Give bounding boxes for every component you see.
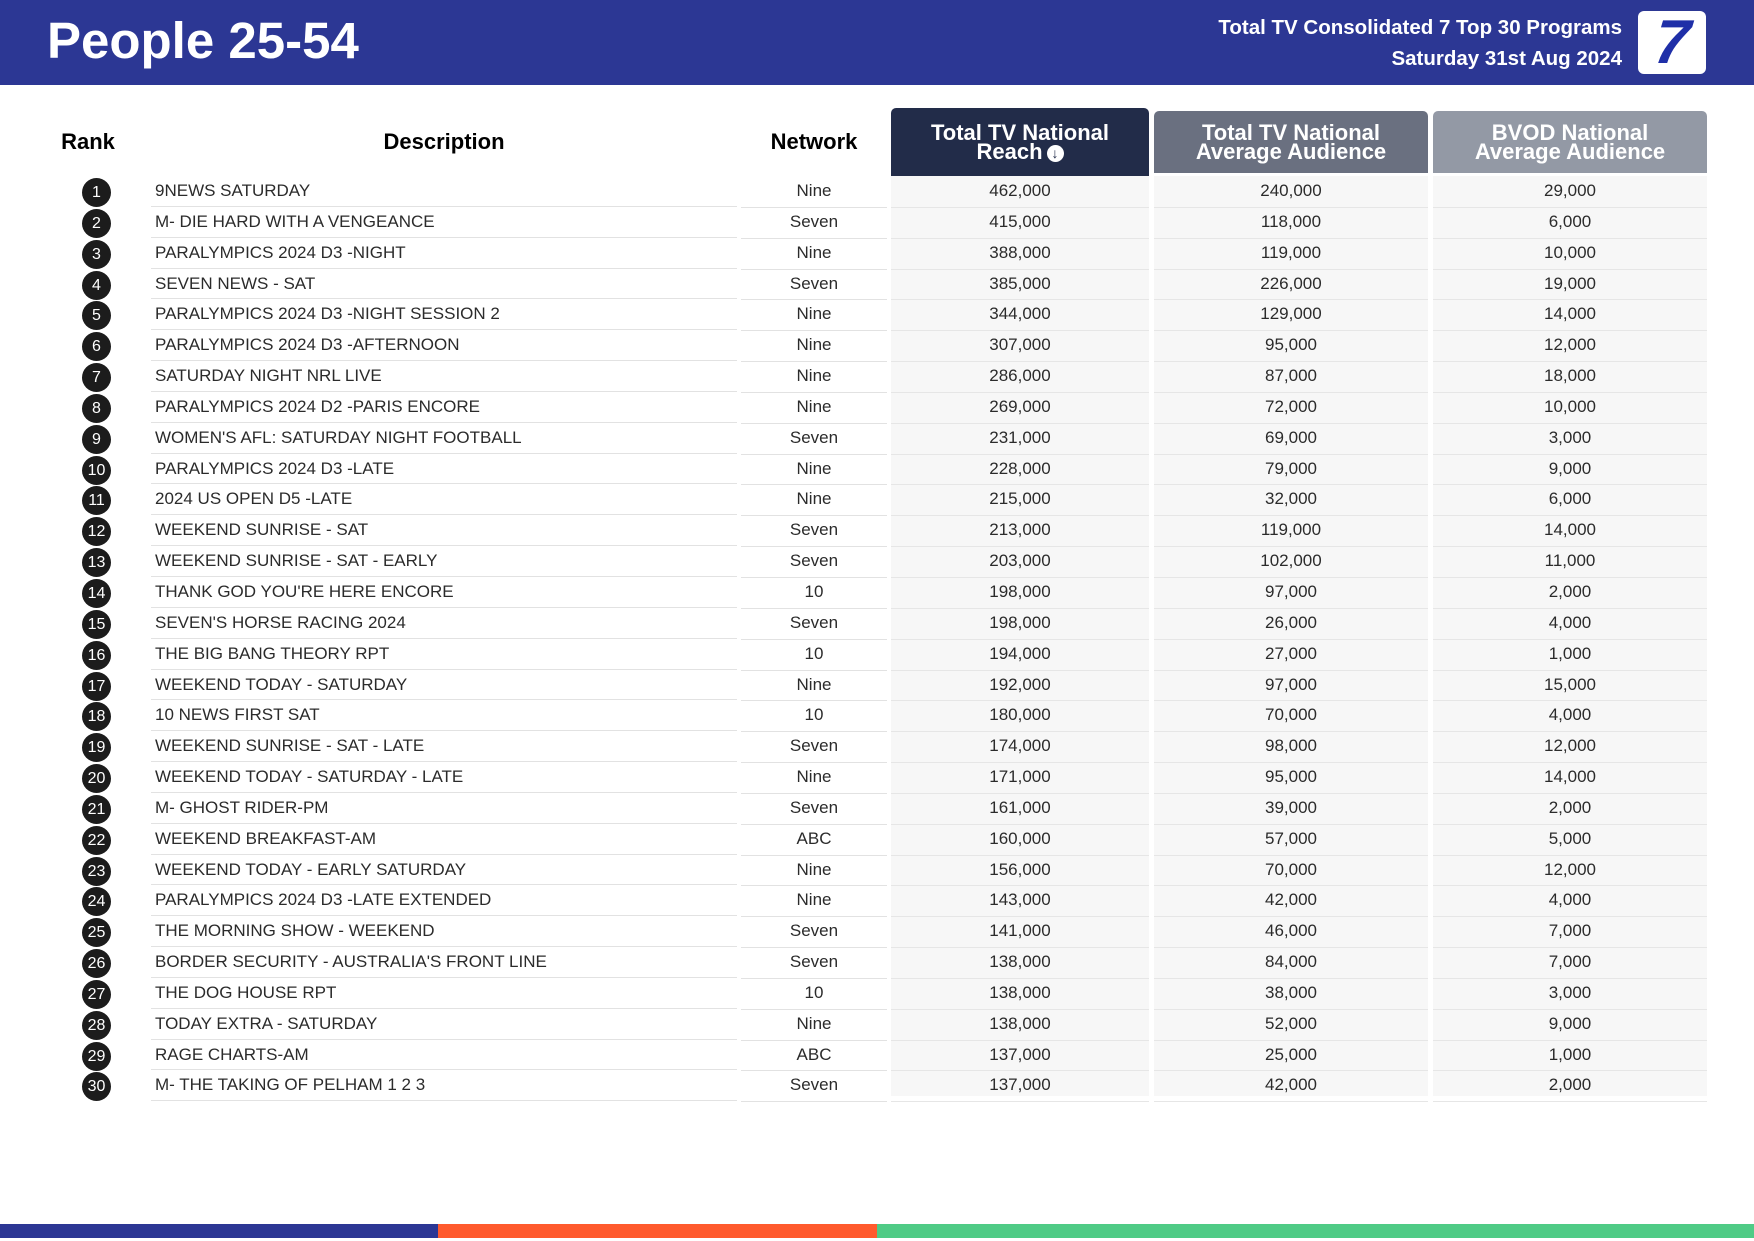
reach-value: 388,000: [891, 238, 1149, 270]
rank-badge: 6: [82, 332, 111, 361]
rank-badge: 15: [82, 610, 111, 639]
table-row: [0, 454, 1754, 485]
average-audience-value: 25,000: [1154, 1040, 1428, 1072]
table-row: [0, 670, 1754, 701]
network-name: ABC: [741, 824, 887, 856]
average-audience-value: 102,000: [1154, 546, 1428, 578]
network-name: Seven: [741, 515, 887, 547]
average-audience-value: 46,000: [1154, 916, 1428, 948]
rank-badge: 28: [82, 1011, 111, 1040]
reach-value: 141,000: [891, 916, 1149, 948]
network-name: Seven: [741, 269, 887, 301]
column-header-rank: Rank: [61, 129, 115, 154]
program-description: M- THE TAKING OF PELHAM 1 2 3: [151, 1070, 737, 1101]
reach-value: 269,000: [891, 392, 1149, 424]
table-row: [0, 731, 1754, 762]
bvod-audience-value: 6,000: [1433, 484, 1707, 516]
table-row: [0, 423, 1754, 454]
rank-badge: 16: [82, 641, 111, 670]
bvod-audience-value: 3,000: [1433, 978, 1707, 1010]
reach-value: 171,000: [891, 762, 1149, 794]
average-audience-value: 39,000: [1154, 793, 1428, 825]
reach-value: 138,000: [891, 978, 1149, 1010]
program-description: THE MORNING SHOW - WEEKEND: [151, 916, 737, 947]
sort-down-arrow-icon[interactable]: ↓: [1047, 145, 1064, 162]
average-audience-value: 240,000: [1154, 176, 1428, 208]
reach-value: 198,000: [891, 608, 1149, 640]
table-row: [0, 639, 1754, 670]
rank-badge: 19: [82, 733, 111, 762]
average-audience-value: 70,000: [1154, 700, 1428, 732]
program-description: M- GHOST RIDER-PM: [151, 793, 737, 824]
table-row: [0, 978, 1754, 1009]
program-description: WEEKEND TODAY - SATURDAY: [151, 670, 737, 701]
table-row: [0, 515, 1754, 546]
average-audience-value: 27,000: [1154, 639, 1428, 671]
average-audience-value: 72,000: [1154, 392, 1428, 424]
network-name: Nine: [741, 299, 887, 331]
bvod-audience-value: 11,000: [1433, 546, 1707, 578]
reach-value: 194,000: [891, 639, 1149, 671]
rank-badge: 18: [82, 702, 111, 731]
average-audience-value: 95,000: [1154, 330, 1428, 362]
program-description: PARALYMPICS 2024 D2 -PARIS ENCORE: [151, 392, 737, 423]
program-description: SATURDAY NIGHT NRL LIVE: [151, 361, 737, 392]
reach-value: 213,000: [891, 515, 1149, 547]
average-audience-value: 119,000: [1154, 515, 1428, 547]
average-audience-value: 97,000: [1154, 670, 1428, 702]
reach-value: 231,000: [891, 423, 1149, 455]
bvod-audience-value: 7,000: [1433, 916, 1707, 948]
network-name: Nine: [741, 762, 887, 794]
table-row: [0, 269, 1754, 300]
footer-bar-green: [877, 1224, 1754, 1238]
bvod-audience-value: 14,000: [1433, 762, 1707, 794]
network-name: Seven: [741, 423, 887, 455]
table-row: [0, 1009, 1754, 1040]
table-row: [0, 947, 1754, 978]
program-description: PARALYMPICS 2024 D3 -NIGHT SESSION 2: [151, 299, 737, 330]
network-name: Seven: [741, 546, 887, 578]
network-name: ABC: [741, 1040, 887, 1072]
table-row: [0, 762, 1754, 793]
reach-value: 286,000: [891, 361, 1149, 393]
table-row: [0, 176, 1754, 207]
network-name: Seven: [741, 608, 887, 640]
rank-badge: 30: [82, 1072, 111, 1101]
bvod-audience-value: 4,000: [1433, 608, 1707, 640]
rank-badge: 10: [82, 456, 111, 485]
reach-value: 385,000: [891, 269, 1149, 301]
network-name: Seven: [741, 793, 887, 825]
reach-value: 228,000: [891, 454, 1149, 486]
program-description: THANK GOD YOU'RE HERE ENCORE: [151, 577, 737, 608]
rank-badge: 26: [82, 949, 111, 978]
bvod-audience-value: 12,000: [1433, 330, 1707, 362]
rank-badge: 1: [82, 178, 111, 207]
network-name: Nine: [741, 454, 887, 486]
reach-value: 462,000: [891, 176, 1149, 208]
rank-badge: 17: [82, 672, 111, 701]
average-audience-value: 129,000: [1154, 299, 1428, 331]
reach-value: 156,000: [891, 855, 1149, 887]
program-description: 2024 US OPEN D5 -LATE: [151, 484, 737, 515]
program-description: THE DOG HOUSE RPT: [151, 978, 737, 1009]
bvod-audience-value: 9,000: [1433, 1009, 1707, 1041]
table-row: [0, 238, 1754, 269]
bvod-audience-value: 1,000: [1433, 639, 1707, 671]
bvod-audience-value: 15,000: [1433, 670, 1707, 702]
bvod-audience-value: 1,000: [1433, 1040, 1707, 1072]
average-audience-value: 84,000: [1154, 947, 1428, 979]
column-header-average-audience[interactable]: Total TV National Average Audience: [1154, 111, 1428, 173]
seven-logo: 7: [1638, 11, 1706, 74]
average-audience-value: 95,000: [1154, 762, 1428, 794]
program-description: PARALYMPICS 2024 D3 -NIGHT: [151, 238, 737, 269]
rank-badge: 22: [82, 826, 111, 855]
average-audience-value: 226,000: [1154, 269, 1428, 301]
program-description: WEEKEND SUNRISE - SAT: [151, 515, 737, 546]
bvod-audience-value: 18,000: [1433, 361, 1707, 393]
table-row: [0, 608, 1754, 639]
rank-badge: 29: [82, 1042, 111, 1071]
rank-badge: 25: [82, 918, 111, 947]
reach-value: 307,000: [891, 330, 1149, 362]
bvod-audience-value: 6,000: [1433, 207, 1707, 239]
average-audience-value: 57,000: [1154, 824, 1428, 856]
rank-badge: 27: [82, 980, 111, 1009]
table-row: [0, 484, 1754, 515]
program-description: WEEKEND BREAKFAST-AM: [151, 824, 737, 855]
average-audience-value: 118,000: [1154, 207, 1428, 239]
bvod-audience-value: 29,000: [1433, 176, 1707, 208]
network-name: 10: [741, 639, 887, 671]
table-row: [0, 793, 1754, 824]
reach-value: 138,000: [891, 947, 1149, 979]
table-row: [0, 299, 1754, 330]
program-description: WEEKEND TODAY - SATURDAY - LATE: [151, 762, 737, 793]
rank-badge: 12: [82, 517, 111, 546]
program-description: 9NEWS SATURDAY: [151, 176, 737, 207]
reach-value: 344,000: [891, 299, 1149, 331]
table-row: [0, 824, 1754, 855]
rank-badge: 5: [82, 301, 111, 330]
reach-value: 180,000: [891, 700, 1149, 732]
programs-table: [0, 176, 1754, 1101]
network-name: Nine: [741, 885, 887, 917]
bvod-audience-value: 14,000: [1433, 299, 1707, 331]
top-banner: [0, 0, 1754, 85]
column-header-description: Description: [383, 129, 505, 154]
network-name: Nine: [741, 238, 887, 270]
rank-badge: 7: [82, 363, 111, 392]
bvod-audience-value: 4,000: [1433, 885, 1707, 917]
rank-badge: 3: [82, 240, 111, 269]
network-name: Nine: [741, 484, 887, 516]
average-audience-value: 42,000: [1154, 1070, 1428, 1102]
reach-value: 138,000: [891, 1009, 1149, 1041]
reach-value: 143,000: [891, 885, 1149, 917]
network-name: Nine: [741, 855, 887, 887]
table-row: [0, 207, 1754, 238]
table-row: [0, 546, 1754, 577]
average-audience-value: 79,000: [1154, 454, 1428, 486]
column-header-bvod-audience[interactable]: BVOD National Average Audience: [1433, 111, 1707, 173]
bvod-audience-value: 7,000: [1433, 947, 1707, 979]
network-name: 10: [741, 978, 887, 1010]
bvod-audience-value: 2,000: [1433, 577, 1707, 609]
bvod-audience-value: 10,000: [1433, 392, 1707, 424]
rank-badge: 8: [82, 394, 111, 423]
average-audience-value: 70,000: [1154, 855, 1428, 887]
network-name: Nine: [741, 361, 887, 393]
page-title: People 25-54: [47, 12, 359, 69]
footer-bar-blue: [0, 1224, 438, 1238]
bvod-audience-value: 9,000: [1433, 454, 1707, 486]
report-subtitle: [1218, 12, 1622, 74]
bvod-audience-value: 19,000: [1433, 269, 1707, 301]
rank-badge: 20: [82, 764, 111, 793]
rank-badge: 23: [82, 857, 111, 886]
network-name: Nine: [741, 392, 887, 424]
average-audience-value: 42,000: [1154, 885, 1428, 917]
table-row: [0, 392, 1754, 423]
table-row: [0, 361, 1754, 392]
bvod-audience-value: 2,000: [1433, 1070, 1707, 1102]
network-name: Nine: [741, 176, 887, 208]
reach-value: 215,000: [891, 484, 1149, 516]
program-description: THE BIG BANG THEORY RPT: [151, 639, 737, 670]
rank-badge: 13: [82, 548, 111, 577]
report-date: Saturday 31st Aug 2024: [1391, 47, 1622, 70]
bvod-audience-value: 12,000: [1433, 731, 1707, 763]
program-description: M- DIE HARD WITH A VENGEANCE: [151, 207, 737, 238]
reach-value: 198,000: [891, 577, 1149, 609]
average-audience-value: 32,000: [1154, 484, 1428, 516]
average-audience-value: 26,000: [1154, 608, 1428, 640]
table-row: [0, 1070, 1754, 1101]
network-name: 10: [741, 577, 887, 609]
network-name: Nine: [741, 330, 887, 362]
bvod-audience-value: 5,000: [1433, 824, 1707, 856]
table-row: [0, 577, 1754, 608]
network-name: Seven: [741, 1070, 887, 1102]
program-description: PARALYMPICS 2024 D3 -AFTERNOON: [151, 330, 737, 361]
average-audience-value: 38,000: [1154, 978, 1428, 1010]
bvod-audience-value: 4,000: [1433, 700, 1707, 732]
bvod-audience-value: 10,000: [1433, 238, 1707, 270]
rank-badge: 2: [82, 209, 111, 238]
rank-badge: 11: [82, 486, 111, 515]
average-audience-value: 97,000: [1154, 577, 1428, 609]
network-name: Seven: [741, 916, 887, 948]
network-name: Seven: [741, 207, 887, 239]
table-row: [0, 885, 1754, 916]
program-description: PARALYMPICS 2024 D3 -LATE: [151, 454, 737, 485]
average-audience-value: 87,000: [1154, 361, 1428, 393]
column-header-reach[interactable]: Total TV National Reach ↓: [891, 108, 1149, 176]
table-row: [0, 855, 1754, 886]
reach-value: 137,000: [891, 1070, 1149, 1102]
program-description: RAGE CHARTS-AM: [151, 1040, 737, 1071]
program-description: 10 NEWS FIRST SAT: [151, 700, 737, 731]
program-description: PARALYMPICS 2024 D3 -LATE EXTENDED: [151, 885, 737, 916]
program-description: SEVEN NEWS - SAT: [151, 269, 737, 300]
network-name: 10: [741, 700, 887, 732]
table-row: [0, 1040, 1754, 1071]
rank-badge: 24: [82, 887, 111, 916]
network-name: Seven: [741, 731, 887, 763]
bvod-audience-value: 3,000: [1433, 423, 1707, 455]
reach-value: 415,000: [891, 207, 1149, 239]
program-description: WEEKEND SUNRISE - SAT - EARLY: [151, 546, 737, 577]
table-row: [0, 700, 1754, 731]
reach-value: 203,000: [891, 546, 1149, 578]
reach-value: 174,000: [891, 731, 1149, 763]
reach-value: 137,000: [891, 1040, 1149, 1072]
program-description: WEEKEND SUNRISE - SAT - LATE: [151, 731, 737, 762]
network-name: Nine: [741, 670, 887, 702]
program-description: WEEKEND TODAY - EARLY SATURDAY: [151, 855, 737, 886]
reach-value: 192,000: [891, 670, 1149, 702]
rank-badge: 9: [82, 425, 111, 454]
program-description: BORDER SECURITY - AUSTRALIA'S FRONT LINE: [151, 947, 737, 978]
program-description: WOMEN'S AFL: SATURDAY NIGHT FOOTBALL: [151, 423, 737, 454]
report-subtitle-line1: Total TV Consolidated 7 Top 30 Programs: [1218, 16, 1622, 39]
program-description: TODAY EXTRA - SATURDAY: [151, 1009, 737, 1040]
rank-badge: 4: [82, 271, 111, 300]
bvod-audience-value: 2,000: [1433, 793, 1707, 825]
column-header-network: Network: [770, 129, 858, 154]
reach-value: 161,000: [891, 793, 1149, 825]
average-audience-value: 98,000: [1154, 731, 1428, 763]
average-audience-value: 52,000: [1154, 1009, 1428, 1041]
bvod-audience-value: 14,000: [1433, 515, 1707, 547]
rank-badge: 14: [82, 579, 111, 608]
bvod-audience-value: 12,000: [1433, 855, 1707, 887]
average-audience-value: 119,000: [1154, 238, 1428, 270]
table-row: [0, 916, 1754, 947]
reach-value: 160,000: [891, 824, 1149, 856]
table-row: [0, 330, 1754, 361]
program-description: SEVEN'S HORSE RACING 2024: [151, 608, 737, 639]
network-name: Seven: [741, 947, 887, 979]
network-name: Nine: [741, 1009, 887, 1041]
average-audience-value: 69,000: [1154, 423, 1428, 455]
rank-badge: 21: [82, 795, 111, 824]
footer-bar-orange: [438, 1224, 877, 1238]
